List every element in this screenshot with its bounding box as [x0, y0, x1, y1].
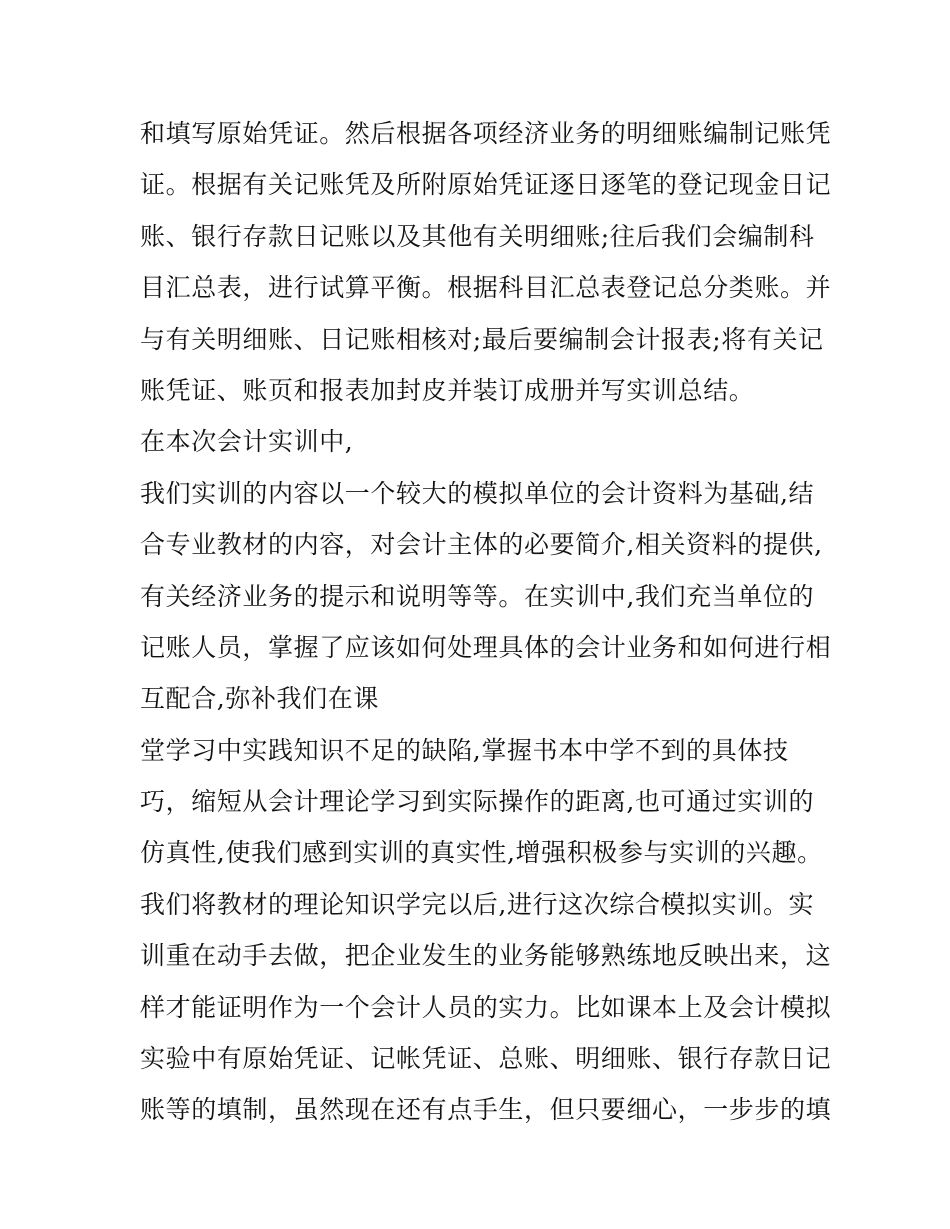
- text-line: 仿真性,使我们感到实训的真实性,增强积极参与实训的兴趣。: [140, 838, 823, 868]
- text-line: 互配合,弥补我们在课: [140, 684, 379, 714]
- text-line: 在本次会计实训中,: [140, 427, 354, 457]
- text-line: 目汇总表，进行试算平衡。根据科目汇总表登记总分类账。并: [140, 273, 832, 303]
- text-line: 记账人员，掌握了应该如何处理具体的会计业务和如何进行相: [140, 632, 832, 662]
- text-line: 与有关明细账、日记账相核对;最后要编制会计报表;将有关记: [140, 324, 824, 354]
- text-line: 和填写原始凭证。然后根据各项经济业务的明细账编制记账凭: [140, 119, 832, 148]
- text-line: 实验中有原始凭证、记帐凭证、总账、明细账、银行存款日记: [140, 1044, 832, 1074]
- text-line: 我们实训的内容以一个较大的模拟单位的会计资料为基础,结: [140, 478, 815, 508]
- text-line: 合专业教材的内容，对会计主体的必要简介,相关资料的提供,: [140, 530, 823, 560]
- text-line: 我们将教材的理论知识学完以后,进行这次综合模拟实训。实: [140, 889, 815, 919]
- body-text: [140, 108, 832, 1136]
- text-line: 样才能证明作为一个会计人员的实力。比如课本上及会计模拟: [140, 992, 832, 1022]
- text-line: 巧，缩短从会计理论学习到实际操作的距离,也可通过实训的: [140, 787, 815, 817]
- text-line: 账、银行存款日记账以及其他有关明细账;往后我们会编制科: [140, 221, 815, 251]
- text-line: 账等的填制，虽然现在还有点手生，但只要细心，一步步的填: [140, 1095, 832, 1125]
- text-line: 训重在动手去做，把企业发生的业务能够熟练地反映出来，这: [140, 941, 832, 971]
- text-line: 有关经济业务的提示和说明等等。在实训中,我们充当单位的: [140, 581, 815, 611]
- text-line: 账凭证、账页和报表加封皮并装订成册并写实训总结。: [140, 375, 755, 405]
- text-line: 堂学习中实践知识不足的缺陷,掌握书本中学不到的具体技: [140, 735, 789, 765]
- text-line: 证。根据有关记账凭及所附原始凭证逐日逐笔的登记现金日记: [140, 170, 832, 200]
